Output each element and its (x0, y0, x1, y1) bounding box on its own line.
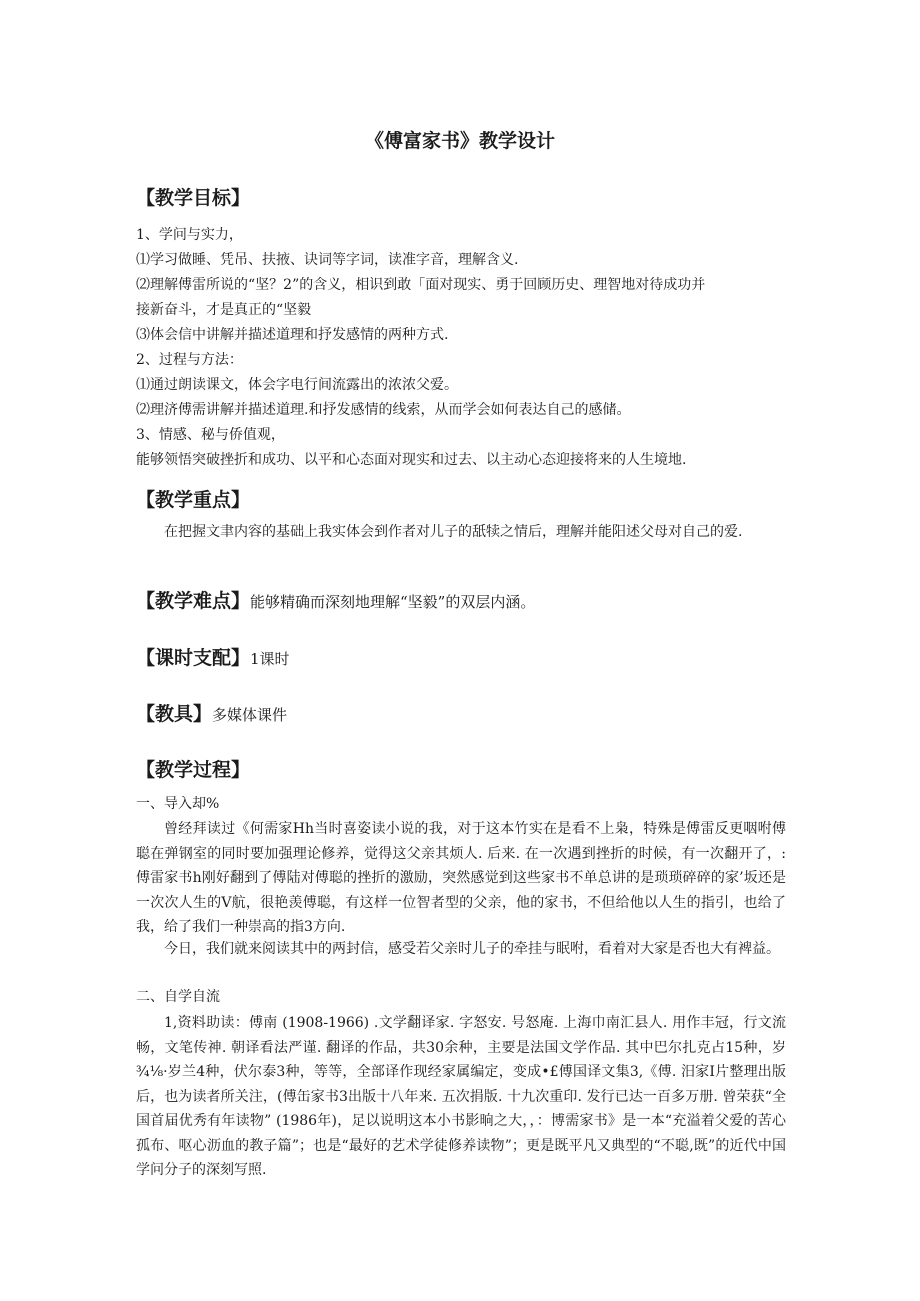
document-title: 《傅富家书》教学设计 (364, 130, 555, 152)
heading-difficulties (136, 588, 535, 615)
schedule-text: 1课时 (250, 650, 290, 668)
difficulties-label: 【教学难点】 (136, 590, 251, 612)
heading-objectives: 【教学目标】 (136, 187, 251, 209)
objectives-line-5: ⑶体会信中讲解并描述道理和抒发感情的两种方式. (136, 327, 449, 343)
process-paragraph-3: 1,资料助读：傅南 (1908-1966) .文学翻译家. 字怒安. 号怒庵. 上海巾南汇县人. 用作丰冠，行文流畅，文笔传神. 朝译看法严谨. 翻译的作品，共30余种，主要是法国文学作品. 其中巴尔扎克占15种，岁¾⅛·岁兰4种，伏尔泰3种，等等，全部译作现经家属编定，变成•£傅国译文集3,《傅. 汨家I片整理出版后，也为读者所关注，(傅缶家书3出版十八年来. 五次捐版. 十九次重印. 发行已达一百多万册. 曾荣获“全国首届优秀有年读物” (1986年)，足以说明这本小书影晌之大，，：博需家书》是一本“充溢着父爱的苦心孤布、呕心沥血的教子篇”；也是“最好的艺术学徒修养读物”；更是既平凡又典型的“不聪,既”的近代中国学问分子的深刻写照. (136, 1015, 786, 1178)
heading-key-points: 【教学重点】 (136, 489, 251, 511)
key-points-text: 在把握文聿内容的基础上我实体会到作者对儿子的舐犊之情后，理解并能阳述父母对自己的爱. (164, 524, 743, 540)
objectives-line-8: ⑵理济傅需讲解并描述道理.和抒发感情的线索，从而学会如何表达自己的感储。 (136, 402, 631, 418)
tools-text: 多媒体课件 (212, 706, 288, 724)
heading-schedule (136, 645, 290, 672)
schedule-label: 【课时支配】 (136, 647, 251, 669)
process-subheading-intro: 一、导入却% (136, 796, 220, 812)
objectives-line-6: 2、过程与方法： (136, 352, 243, 368)
process-subheading-selfstudy: 二、自学自流 (136, 989, 220, 1005)
objectives-line-2: ⑴学习做睡、凭吊、扶掖、诀词等字词，读准字音，理解含义. (136, 252, 519, 268)
tools-label: 【教具】 (136, 703, 213, 725)
objectives-line-4: 接新奋斗，才是真正的“坚毅 (136, 302, 312, 318)
objectives-line-1: 1、学问与实力， (136, 227, 243, 243)
difficulties-text: 能够精确而深刻地理解“坚毅”的双层内涵。 (250, 593, 536, 611)
objectives-line-3: ⑵理解傅雷所说的“坚？2”的含义，相识到敢「面对现实、勇于回顾历史、理智地对待成功并 (136, 277, 706, 293)
objectives-line-7: ⑴通过朗读课文，体会字电行间流露出的浓浓父爱。 (136, 377, 458, 393)
objectives-line-10: 能够领悟突破挫折和成功、以平和心态面对现实和过去、以主动心态迎接将来的人生境地. (136, 452, 687, 468)
heading-tools (136, 701, 287, 728)
process-paragraph-1: 曾经拜读过《何需家Hh当时喜姿读小说的我，对于这本竹实在是看不上枭，特殊是傅雷反更咽咐傅聪在弹钢室的同时要加强理论修养，觉得这父亲其烦人. 后来. 在一次遇到挫折的时候，有一次翻开了，:傅雷家书h刚好翻到了傅陆对傅聪的挫折的激励，突然感觉到这些家书不单总讲的是琐琐碎碎的家’坂还是一次次人生的V航，很艳羡傅聪，有这样一位智者型的父亲，他的家书，不但给他以人生的指引，也给了我，给了我们一种崇高的指3方向. (136, 821, 786, 935)
process-paragraph-2: 今日，我们就来阅读其中的两封信，感受若父亲时儿子的牵挂与眠咐，看着对大家是否也大有裨益。 (164, 941, 780, 957)
objectives-line-9: 3、情感、秘与侨值观， (136, 427, 285, 443)
heading-process: 【教学过程】 (136, 759, 251, 781)
